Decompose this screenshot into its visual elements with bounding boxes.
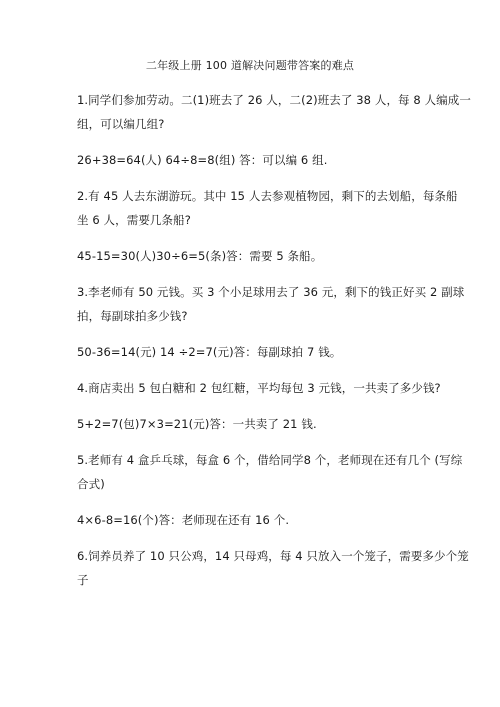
problem-2-answer: 45-15=30(人)30÷6=5(条)答：需要 5 条船。 bbox=[77, 249, 323, 263]
problem-1-question-line-2: 组，可以编几组? bbox=[77, 117, 165, 131]
problem-5-question-line-2: 合式) bbox=[77, 477, 105, 491]
problem-5-question-line-1: 5.老师有 4 盒乒乓球，每盒 6 个，借给同学8 个，老师现在还有几个 (写综 bbox=[77, 453, 463, 467]
problem-1-question-line-1: 1.同学们参加劳动。二(1)班去了 26 人，二(2)班去了 38 人，每 8 人编成一 bbox=[77, 93, 471, 107]
problem-5-answer: 4×6-8=16(个)答：老师现在还有 16 个. bbox=[77, 513, 290, 527]
problem-6-question-line-1: 6.饲养员养了 10 只公鸡，14 只母鸡，每 4 只放入一个笼子，需要多少个笼 bbox=[77, 549, 469, 563]
problem-2-question-line-1: 2.有 45 人去东湖游玩。其中 15 人去参观植物园，剩下的去划船，每条船 bbox=[77, 189, 458, 203]
problem-3-question-line-2: 拍，每副球拍多少钱? bbox=[77, 309, 188, 323]
problem-3-answer: 50-36=14(元) 14 ÷2=7(元)答：每副球拍 7 钱。 bbox=[77, 345, 342, 359]
problem-4-answer: 5+2=7(包)7×3=21(元)答：一共卖了 21 钱. bbox=[77, 417, 317, 431]
problem-2-question-line-2: 坐 6 人，需要几条船? bbox=[77, 213, 191, 227]
problem-6-question-line-2: 子 bbox=[77, 573, 89, 587]
page-title: 二年级上册 100 道解决问题带答案的难点 bbox=[145, 59, 355, 72]
problem-3-question-line-1: 3.李老师有 50 元钱。买 3 个小足球用去了 36 元，剩下的钱正好买 2 副球 bbox=[77, 285, 465, 299]
problem-1-answer: 26+38=64(人) 64÷8=8(组) 答：可以编 6 组. bbox=[77, 153, 328, 167]
problem-4-question-line-1: 4.商店卖出 5 包白糖和 2 包红糖，平均每包 3 元钱，一共卖了多少钱? bbox=[77, 381, 441, 395]
